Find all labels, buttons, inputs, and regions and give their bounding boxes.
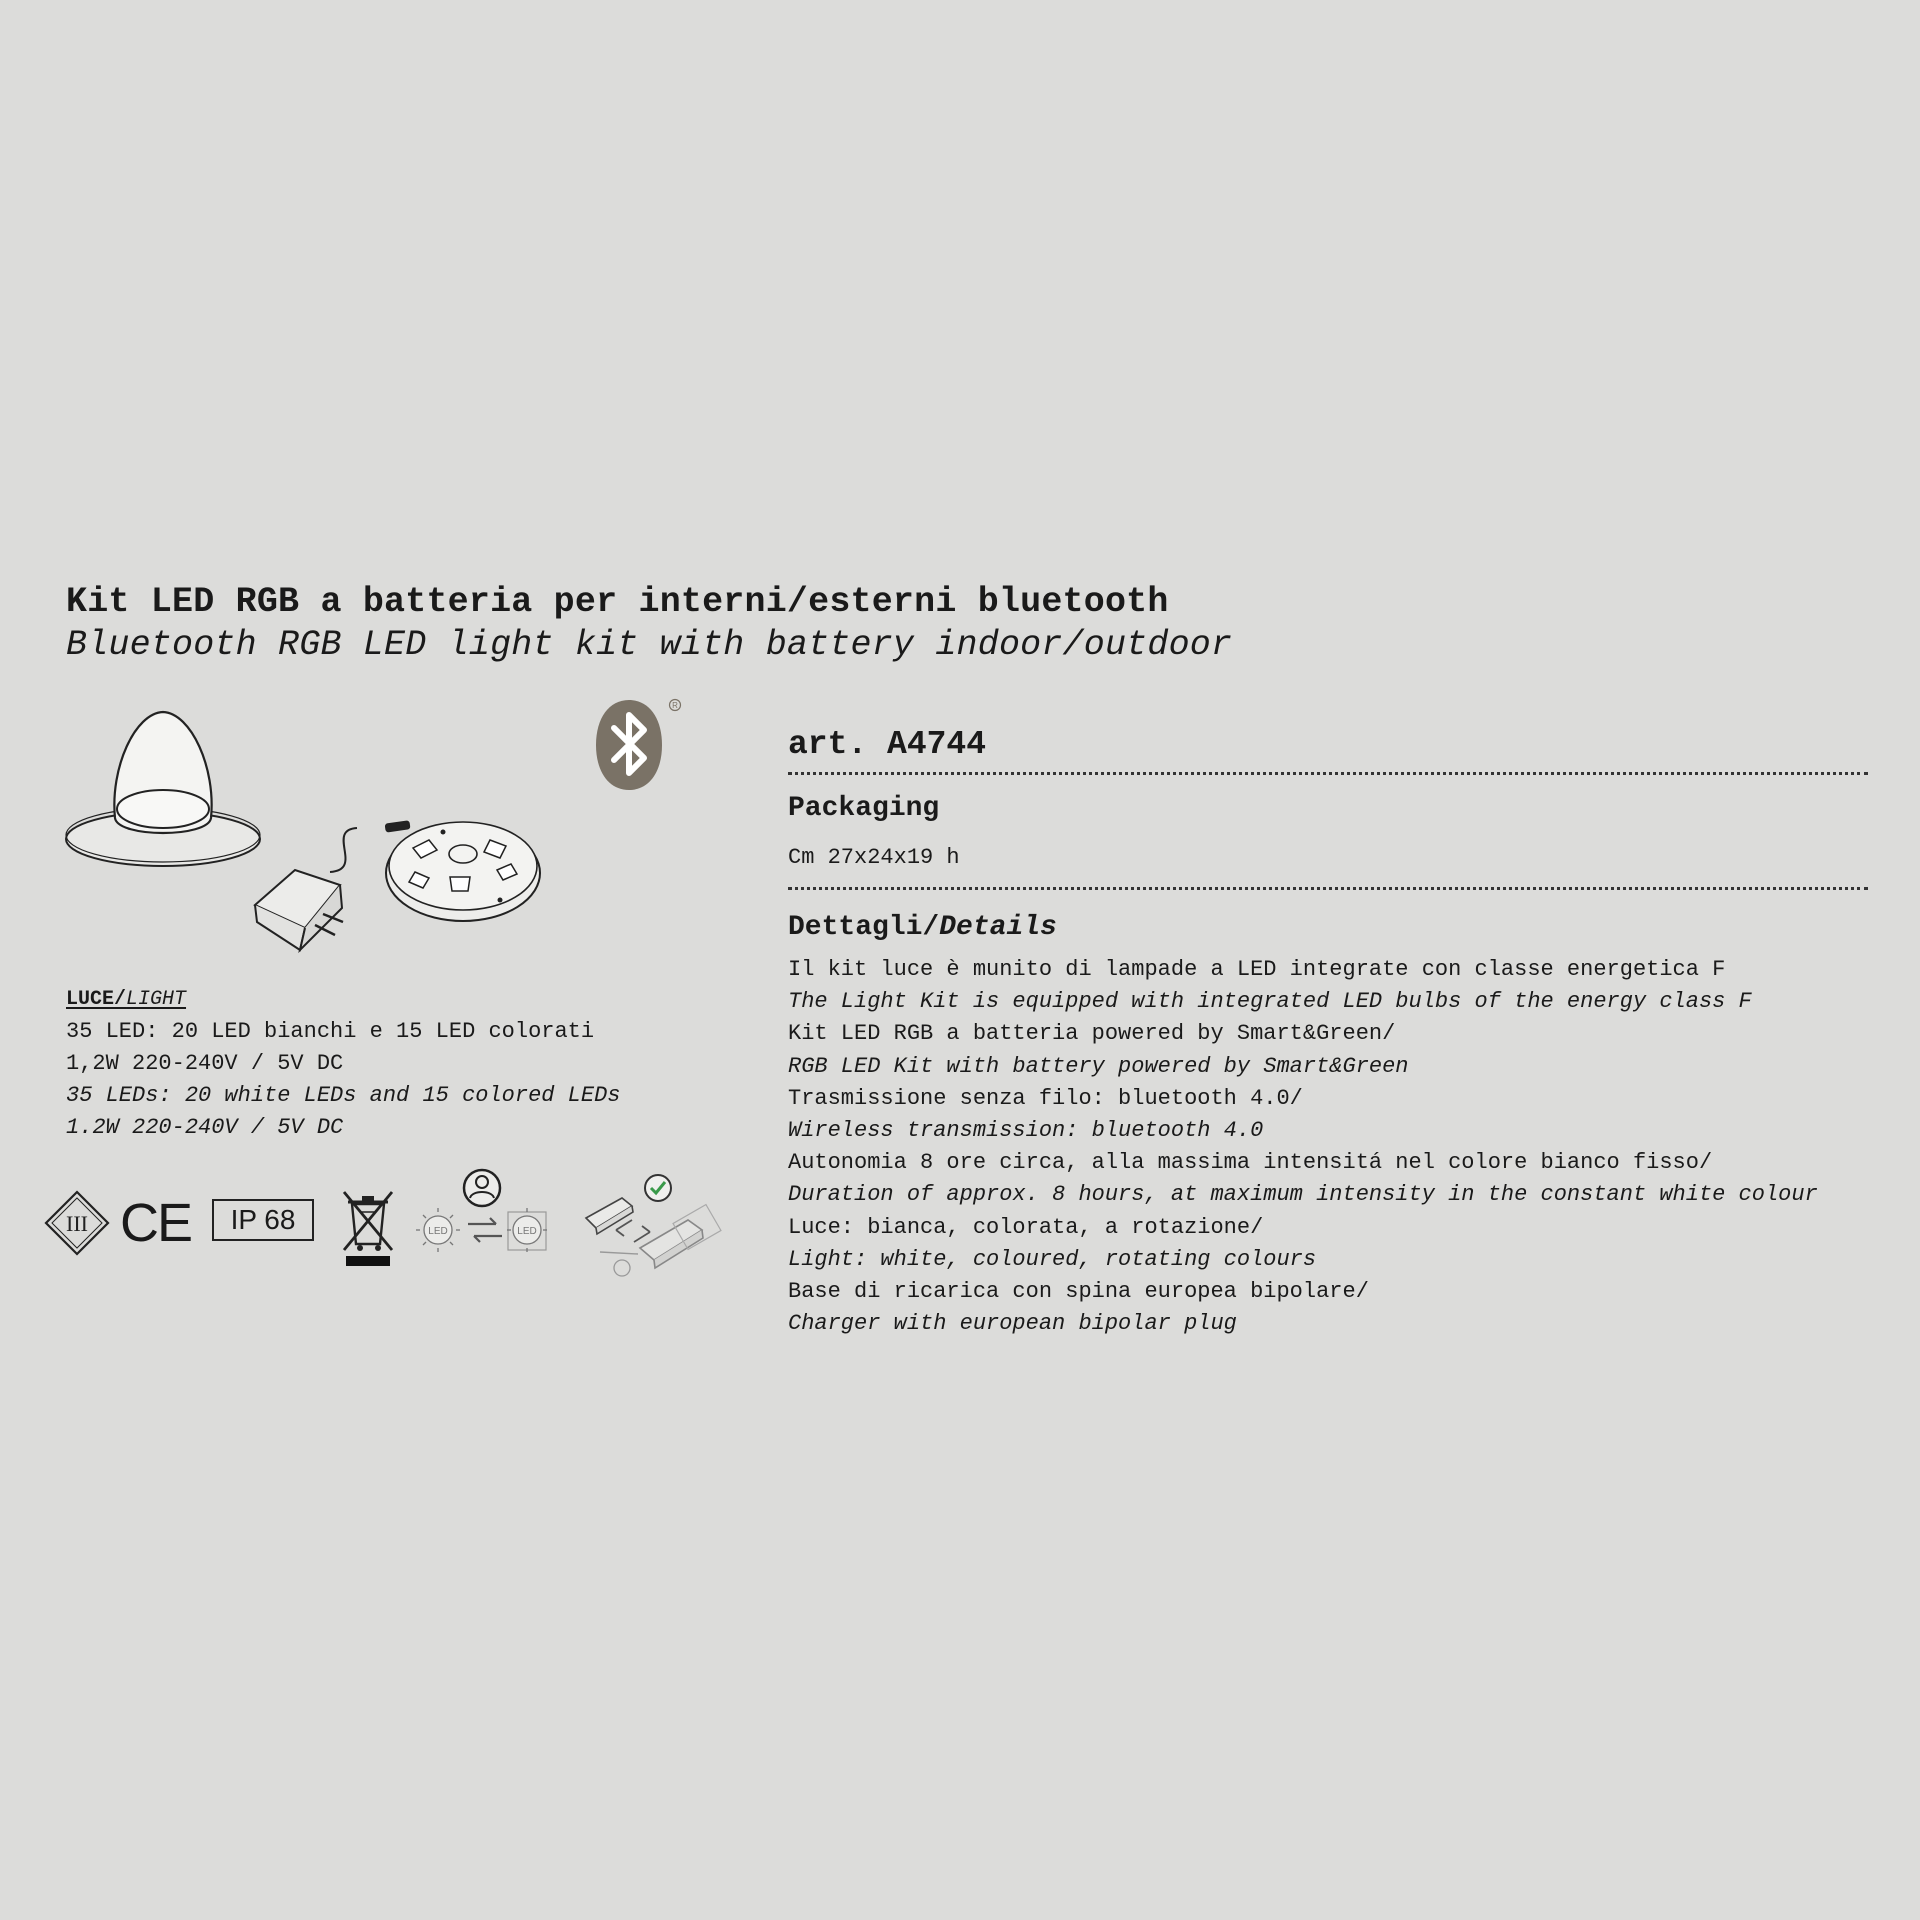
- title-english: Bluetooth RGB LED light kit with battery indoor/outdoor: [66, 625, 1233, 665]
- details-line: Light: white, coloured, rotating colours: [788, 1246, 1317, 1272]
- details-line: Charger with european bipolar plug: [788, 1311, 1237, 1337]
- details-line: Kit LED RGB a batteria powered by Smart&Green/: [788, 1021, 1396, 1047]
- ce-mark-icon: CE: [120, 1193, 192, 1253]
- svg-text:LED: LED: [517, 1226, 537, 1237]
- light-spec-line: 35 LEDs: 20 white LEDs and 15 colored LEDs: [66, 1083, 621, 1108]
- details-line: Luce: bianca, colorata, a rotazione/: [788, 1214, 1264, 1240]
- packaging-heading: Packaging: [788, 793, 940, 824]
- packaging-value: Cm 27x24x19 h: [788, 845, 960, 870]
- details-heading: Dettagli/Details: [788, 912, 1057, 943]
- details-line: Il kit luce è munito di lampade a LED integrate con classe energetica F: [788, 957, 1726, 982]
- details-line: Trasmissione senza filo: bluetooth 4.0/: [788, 1085, 1303, 1111]
- registered-icon: [668, 698, 682, 712]
- ip68-badge-icon: IP 68: [212, 1199, 314, 1241]
- details-list: [788, 954, 1868, 1340]
- title-italian: Kit LED RGB a batteria per interni/esterni bluetooth: [66, 582, 1169, 622]
- class-iii-icon: [44, 1190, 110, 1256]
- lamp-illustration: [60, 708, 270, 878]
- details-line: Duration of approx. 8 hours, at maximum intensity in the constant white colour: [788, 1182, 1818, 1208]
- bluetooth-icon: [594, 698, 684, 792]
- svg-text:LED: LED: [428, 1226, 448, 1237]
- details-line: Base di ricarica con spina europea bipolare/: [788, 1279, 1369, 1305]
- details-line: Wireless transmission: bluetooth 4.0: [788, 1118, 1264, 1144]
- product-details: [788, 720, 1868, 1340]
- details-line: Autonomia 8 ore circa, alla massima intensitá nel colore bianco fisso/: [788, 1150, 1713, 1176]
- light-spec-line: 1.2W 220-240V / 5V DC: [66, 1115, 344, 1140]
- weee-bin-icon: [340, 1188, 396, 1268]
- light-spec-header: LUCE/LIGHT: [66, 988, 187, 1011]
- driver-replaceable-icon: [580, 1170, 720, 1285]
- led-replaceable-icon: [414, 1168, 554, 1258]
- svg-text:R: R: [672, 700, 678, 710]
- details-line: The Light Kit is equipped with integrated LED bulbs of the energy class F: [788, 989, 1752, 1015]
- light-spec-line: 1,2W 220-240V / 5V DC: [66, 1051, 344, 1076]
- light-spec-line: 35 LED: 20 LED bianchi e 15 LED colorati: [66, 1019, 595, 1044]
- charger-illustration: [245, 810, 555, 960]
- light-spec: [66, 984, 621, 1144]
- details-line: RGB LED Kit with battery powered by Smart&Green: [788, 1053, 1409, 1079]
- divider: [788, 772, 1868, 775]
- divider: [788, 887, 1868, 890]
- svg-text:III: III: [66, 1211, 88, 1236]
- article-number: art. A4744: [788, 726, 987, 763]
